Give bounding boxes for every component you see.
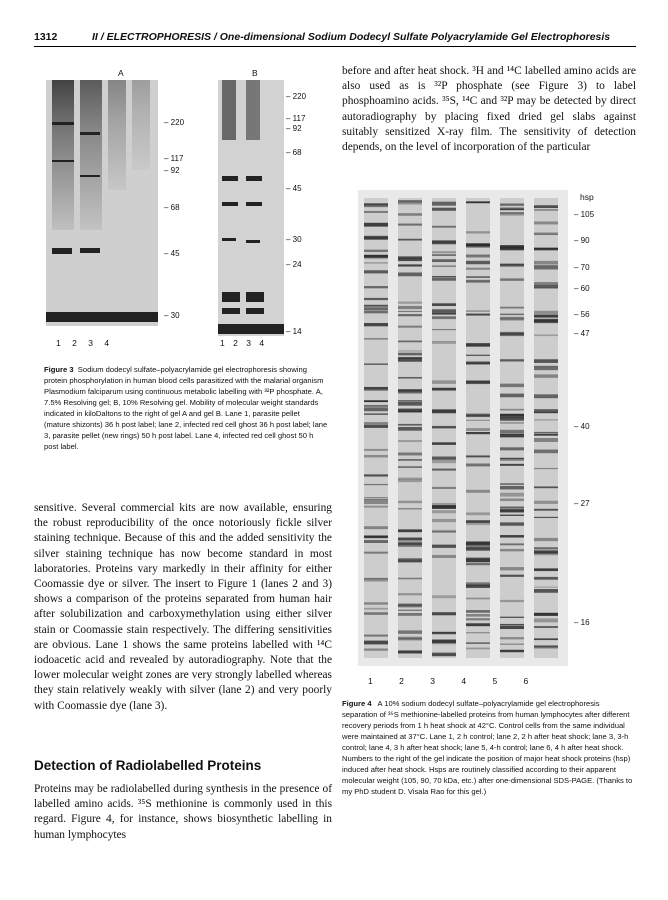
gel-band xyxy=(466,245,490,248)
gel-band xyxy=(398,400,422,401)
gel-band xyxy=(364,405,388,407)
figure-3-caption-text: Sodium dodecyl sulfate–polyacrylamide gel electrophoresis showing protein phosphorylation in human blood cells parasitized with the malarial organism Plasmodium falciparum using continuous metabolic labelling with ³²P phosphate. A, 7.5% Resolving gel; B, 10% Resolving gel. Mobility of molecular weight standards indicated in kiloDaltons to the right of gel A and gel B. Lane 1, parasite pellet (mature shizonts) 36 h post label; lane 2, infected red cell ghost 36 h post label; lane 3, parasite pellet (new rings) 50 h post label. Lane 4, infected red cell ghost 50 h post label. xyxy=(44,365,328,451)
gel-band xyxy=(364,648,388,650)
gel-band xyxy=(500,359,524,361)
gel-band xyxy=(364,311,388,313)
gel-band xyxy=(398,651,422,654)
gel-band xyxy=(398,213,422,216)
gel-band xyxy=(534,638,558,640)
gel-a-image xyxy=(46,80,158,326)
gel-band xyxy=(398,314,422,316)
gel-band xyxy=(466,542,490,546)
gel-band xyxy=(534,374,558,377)
gel-band xyxy=(432,426,456,428)
gel-band xyxy=(534,419,558,420)
gel-band xyxy=(398,353,422,356)
gel-band xyxy=(466,558,490,560)
gel-band xyxy=(432,595,456,598)
left-body-text: sensitive. Several commercial kits are now available, ensuring the robust reproducibility of the once notoriously fickle silver staining technique. Because of this and the added sensitivity the silver staining technique has now become standard in most laboratories. Proteins vary markedly in their affinity for either Coomassie dye or silver. The insert to Figure 1 (lanes 2 and 3) shows a comparison of the proteins separated from human hair after solubilization and carboxymethylation using either silver stain or Coomassie stain respectively. The differing sensitivities are obvious. Lane 1 shows the same proteins labelled with ¹⁴C iodoacetic acid and revealed by autoradiography. Note that the lower molecular weight zones are very strongly labelled whereas they stain relatively weakly with silver (lane 2) and very poorly with Coomassie dye (lane 3). xyxy=(34,502,332,712)
hsp-marker: – 70 xyxy=(574,263,590,272)
gel-band xyxy=(364,422,388,423)
gel-band xyxy=(398,593,422,595)
gel-band xyxy=(466,314,490,316)
gel-a-marker: – 68 xyxy=(164,203,180,212)
figure-4-gel-image xyxy=(358,190,568,666)
gel-band xyxy=(364,223,388,227)
hsp-marker: – 27 xyxy=(574,499,590,508)
figure-3-caption-label: Figure 3 xyxy=(44,365,74,374)
gel-band xyxy=(500,625,524,629)
gel-band xyxy=(534,618,558,622)
gel-band xyxy=(364,400,388,402)
gel-band xyxy=(398,272,422,276)
gel-band xyxy=(466,642,490,643)
running-header xyxy=(34,31,636,47)
gel-band xyxy=(500,208,524,210)
gel-band xyxy=(364,262,388,263)
gel-band xyxy=(364,388,388,391)
gel-band xyxy=(432,251,456,253)
gel-band xyxy=(500,247,524,251)
hsp-marker: – 40 xyxy=(574,422,590,431)
gel-band xyxy=(398,452,422,455)
gel-band xyxy=(432,506,456,508)
gel-band xyxy=(466,428,490,431)
gel-band xyxy=(398,390,422,394)
gel-band xyxy=(500,624,524,625)
gel-band xyxy=(534,209,558,211)
gel-band xyxy=(466,280,490,281)
section-heading: Detection of Radiolabelled Proteins xyxy=(34,758,262,773)
gel-band xyxy=(500,509,524,512)
gel-band xyxy=(500,314,524,315)
page-number: 1312 xyxy=(34,31,58,43)
gel-band xyxy=(466,381,490,383)
gel-band xyxy=(432,632,456,634)
gel-band xyxy=(466,432,490,434)
hsp-marker: – 56 xyxy=(574,310,590,319)
gel-band xyxy=(398,630,422,633)
gel-band xyxy=(534,468,558,469)
gel-band xyxy=(466,268,490,270)
gel-band xyxy=(364,578,388,582)
gel-band xyxy=(432,313,456,315)
gel-band xyxy=(534,315,558,318)
gel-b-image xyxy=(218,80,284,336)
gel-band xyxy=(364,286,388,288)
gel-band xyxy=(534,577,558,580)
gel-band xyxy=(466,648,490,650)
gel-band xyxy=(466,255,490,257)
gel-band xyxy=(364,449,388,451)
gel-band xyxy=(364,255,388,259)
gel-band xyxy=(500,617,524,618)
gel-b-marker: – 30 xyxy=(286,235,302,244)
gel-band xyxy=(364,211,388,213)
gel-band xyxy=(398,538,422,541)
gel-band xyxy=(432,641,456,645)
gel-band xyxy=(398,610,422,611)
gel-band xyxy=(500,650,524,652)
gel-band xyxy=(432,277,456,280)
gel-band xyxy=(364,474,388,476)
gel-band xyxy=(398,377,422,379)
gel-band xyxy=(364,500,388,504)
gel-band xyxy=(534,249,558,250)
gel-band xyxy=(534,412,558,413)
gel-band xyxy=(364,408,388,412)
gel-band xyxy=(364,506,388,508)
gel-band xyxy=(432,254,456,256)
gel-band xyxy=(398,358,422,362)
gel-band xyxy=(432,226,456,228)
gel-band xyxy=(364,425,388,426)
gel-band xyxy=(432,309,456,312)
gel-band xyxy=(432,555,456,558)
gel-band xyxy=(432,654,456,655)
gel-band xyxy=(500,394,524,398)
gel-band xyxy=(466,546,490,548)
gel-band xyxy=(466,619,490,621)
right-top-text: before and after heat shock. ³H and ¹⁴C labelled amino acids are also used as is ³²P phosphate (see Figure 3) to label phosphoamino acids. ³⁵S, ¹⁴C and ³²P may be detected by direct autoradiography by placing fixed dried gel slabs against suitably sensitized X-ray film. The sensitivity of detection depends, on the level of incorporation of the particular xyxy=(342,65,636,154)
gel-band xyxy=(534,319,558,323)
gel-band xyxy=(432,202,456,206)
gel-band xyxy=(466,455,490,457)
hsp-marker: – 90 xyxy=(574,236,590,245)
gel-band xyxy=(364,308,388,311)
gel-band xyxy=(432,442,456,445)
gel-band xyxy=(534,517,558,518)
gel-band xyxy=(398,326,422,328)
running-title: II / ELECTROPHORESIS / One-dimensional Sodium Dodecyl Sulfate Polyacrylamide Gel Electrophoresis xyxy=(92,31,611,43)
gel-band xyxy=(364,635,388,637)
gel-band xyxy=(500,332,524,335)
gel-band xyxy=(398,256,422,258)
gel-band xyxy=(432,487,456,489)
gel-band xyxy=(500,499,524,502)
gel-band xyxy=(500,464,524,466)
gel-band xyxy=(534,589,558,593)
gel-band xyxy=(432,242,456,244)
gel-band xyxy=(364,364,388,365)
gel-band xyxy=(432,410,456,414)
gel-b-marker: – 14 xyxy=(286,327,302,336)
gel-band xyxy=(534,359,558,363)
gel-band xyxy=(432,503,456,506)
gel-band xyxy=(500,544,524,545)
gel-band xyxy=(466,362,490,364)
figure-4-lanes: 1 2 3 4 5 6 xyxy=(368,676,529,686)
gel-band xyxy=(432,341,456,344)
gel-band xyxy=(432,303,456,306)
gel-band xyxy=(432,469,456,471)
gel-band xyxy=(534,509,558,511)
gel-band xyxy=(398,529,422,532)
gel-a-marker: – 220 xyxy=(164,118,184,127)
gel-band xyxy=(432,265,456,266)
gel-band xyxy=(432,510,456,513)
gel-band xyxy=(500,434,524,438)
gel-band xyxy=(466,276,490,278)
gel-a-label: A xyxy=(118,68,124,78)
gel-a-marker: – 45 xyxy=(164,249,180,258)
gel-band xyxy=(500,213,524,216)
gel-band xyxy=(466,610,490,613)
gel-band xyxy=(534,501,558,504)
gel-band xyxy=(398,350,422,351)
gel-band xyxy=(432,530,456,532)
gel-a-marker: – 92 xyxy=(164,166,180,175)
gel-band xyxy=(364,526,388,529)
gel-band xyxy=(500,535,524,537)
gel-band xyxy=(398,239,422,241)
gel-band xyxy=(500,522,524,525)
gel-band xyxy=(534,646,558,648)
gel-band xyxy=(534,434,558,436)
gel-b-label: B xyxy=(252,68,258,78)
gel-band xyxy=(432,388,456,390)
gel-band xyxy=(432,545,456,548)
gel-band xyxy=(432,259,456,261)
gel-band xyxy=(364,536,388,538)
gel-band xyxy=(534,334,558,336)
hsp-marker: – 60 xyxy=(574,284,590,293)
gel-band xyxy=(364,612,388,615)
gel-band xyxy=(398,306,422,309)
gel-band xyxy=(364,204,388,207)
gel-b-marker: – 92 xyxy=(286,124,302,133)
gel-band xyxy=(398,613,422,616)
gel-band xyxy=(534,311,558,315)
gel-band xyxy=(500,264,524,267)
header-rule xyxy=(34,46,636,47)
gel-band xyxy=(364,497,388,498)
gel-b-marker: – 220 xyxy=(286,92,306,101)
gel-band xyxy=(466,355,490,356)
gel-band xyxy=(466,310,490,311)
hsp-marker: – 16 xyxy=(574,618,590,627)
gel-band xyxy=(432,459,456,463)
gel-band xyxy=(534,613,558,615)
figure-3-caption xyxy=(44,364,328,452)
gel-band xyxy=(466,420,490,421)
gel-band xyxy=(364,323,388,326)
gel-band xyxy=(500,459,524,461)
gel-band xyxy=(466,564,490,565)
hsp-marker: – 105 xyxy=(574,210,594,219)
gel-band xyxy=(500,493,524,497)
gel-a-lanes: 1 2 3 4 xyxy=(56,338,110,348)
gel-band xyxy=(466,598,490,600)
gel-band xyxy=(500,409,524,411)
gel-band xyxy=(534,261,558,265)
gel-band xyxy=(534,205,558,208)
gel-band xyxy=(534,486,558,488)
figure-4-caption-label: Figure 4 xyxy=(342,699,372,708)
gel-b-marker: – 68 xyxy=(286,148,302,157)
gel-band xyxy=(398,341,422,343)
gel-band xyxy=(466,512,490,515)
gel-band xyxy=(364,305,388,307)
gel-band xyxy=(398,560,422,563)
gel-band xyxy=(534,587,558,588)
figure-4-caption-text: A 10% sodium dodecyl sulfate–polyacrylamide gel electrophoresis separation of ³⁵S methionine-labelled proteins from human lymphocytes after different recovery periods from 1 h heat shock at 42°C. Control cells from the same individual were maintained at 37°C. Lane 1, 2 h control; lane 2, 2 h after heat shock; lane 3, 3-h control; lane 4, 3 h after heat shock; lane 5, 4-h control; lane 6, 4 h after heat shock. Numbers to the right of the gel indicate the position of major heat shock proteins (hsp) induced after heat shock. Hsps are routinely classified according to their apparent molecular weight (105, 90, 70 kDa, etc.) after one-dimensional SDS-PAGE. (Thanks to my PhD student D. Visala Rao for this gel.) xyxy=(342,699,633,796)
gel-band xyxy=(398,264,422,266)
gel-band xyxy=(534,538,558,541)
gel-band xyxy=(398,478,422,480)
gel-band xyxy=(534,432,558,433)
gel-band xyxy=(500,486,524,489)
gel-band xyxy=(432,380,456,384)
gel-b-marker: – 24 xyxy=(286,260,302,269)
gel-band xyxy=(466,202,490,204)
gel-band xyxy=(500,384,524,387)
gel-band xyxy=(364,298,388,300)
gel-band xyxy=(364,484,388,485)
gel-band xyxy=(466,614,490,617)
gel-band xyxy=(500,417,524,420)
gel-band xyxy=(432,208,456,210)
gel-band xyxy=(500,307,524,309)
gel-band xyxy=(534,626,558,628)
gel-band xyxy=(398,402,422,406)
figure-4-caption xyxy=(342,698,636,797)
gel-band xyxy=(364,602,388,604)
gel-band xyxy=(364,455,388,457)
gel-band xyxy=(466,490,490,493)
gel-band xyxy=(398,311,422,312)
gel-band xyxy=(466,231,490,233)
gel-band xyxy=(364,270,388,273)
gel-band xyxy=(500,318,524,321)
gel-band xyxy=(398,638,422,641)
gel-band xyxy=(432,276,456,277)
gel-band xyxy=(398,508,422,510)
gel-band xyxy=(534,438,558,442)
gel-band xyxy=(364,540,388,543)
section-text: Proteins may be radiolabelled during synthesis in the presence of labelled amino acids. ³⁵S methionine is commonly used in this regard. Figure 4, for instance, shows biosynthetic labelling in human lymphocytes xyxy=(34,783,332,841)
gel-band xyxy=(500,575,524,577)
gel-a-marker: – 30 xyxy=(164,311,180,320)
gel-band xyxy=(398,424,422,426)
gel-band xyxy=(534,265,558,267)
gel-band xyxy=(364,338,388,339)
gel-band xyxy=(398,466,422,467)
gel-band xyxy=(364,552,388,554)
gel-band xyxy=(534,568,558,571)
gel-band xyxy=(500,483,524,485)
gel-band xyxy=(466,464,490,467)
gel-band xyxy=(500,204,524,206)
gel-band xyxy=(500,447,524,450)
gel-band xyxy=(500,643,524,645)
gel-b-lanes: 1 2 3 4 xyxy=(220,338,265,348)
gel-band xyxy=(364,499,388,500)
gel-band xyxy=(466,623,490,626)
gel-band xyxy=(466,414,490,417)
gel-band xyxy=(364,641,388,645)
gel-band xyxy=(398,578,422,580)
gel-band xyxy=(500,430,524,433)
gel-band xyxy=(398,202,422,205)
gel-band xyxy=(398,411,422,412)
gel-band xyxy=(398,501,422,503)
gel-band xyxy=(534,450,558,454)
gel-band xyxy=(398,543,422,547)
gel-band xyxy=(500,422,524,424)
gel-band xyxy=(432,519,456,522)
gel-band xyxy=(398,479,422,482)
gel-band xyxy=(500,278,524,280)
gel-band xyxy=(500,507,524,508)
gel-band xyxy=(364,413,388,414)
gel-band xyxy=(432,457,456,460)
gel-band xyxy=(364,238,388,239)
gel-band xyxy=(398,459,422,461)
gel-band xyxy=(534,232,558,234)
gel-band xyxy=(398,427,422,431)
hsp-marker: – 47 xyxy=(574,329,590,338)
gel-lane xyxy=(364,198,388,658)
gel-band xyxy=(534,267,558,270)
gel-band xyxy=(534,367,558,370)
gel-band xyxy=(500,637,524,639)
gel-band xyxy=(500,515,524,516)
gel-band xyxy=(398,302,422,304)
gel-band xyxy=(500,600,524,602)
gel-b-marker: – 45 xyxy=(286,184,302,193)
gel-band xyxy=(466,547,490,550)
gel-band xyxy=(466,256,490,257)
gel-band xyxy=(466,343,490,346)
gel-band xyxy=(466,261,490,264)
gel-band xyxy=(500,458,524,460)
gel-band xyxy=(500,549,524,551)
gel-band xyxy=(534,552,558,555)
gel-band xyxy=(534,285,558,289)
hsp-label: hsp xyxy=(580,192,594,202)
gel-band xyxy=(364,608,388,610)
gel-band xyxy=(534,547,558,549)
gel-band xyxy=(432,316,456,319)
gel-band xyxy=(466,585,490,588)
gel-band xyxy=(500,567,524,570)
gel-band xyxy=(534,221,558,224)
gel-band xyxy=(466,632,490,633)
gel-band xyxy=(534,394,558,398)
gel-a-marker: – 117 xyxy=(164,154,183,163)
gel-lane xyxy=(500,198,524,658)
gel-band xyxy=(398,440,422,442)
gel-band xyxy=(398,224,422,226)
gel-band xyxy=(432,329,456,330)
gel-band xyxy=(500,414,524,416)
gel-band xyxy=(432,612,456,615)
gel-band xyxy=(364,250,388,252)
gel-lane xyxy=(466,198,490,658)
gel-b-marker: – 117 xyxy=(286,114,305,123)
gel-band xyxy=(466,521,490,525)
gel-band xyxy=(398,604,422,606)
